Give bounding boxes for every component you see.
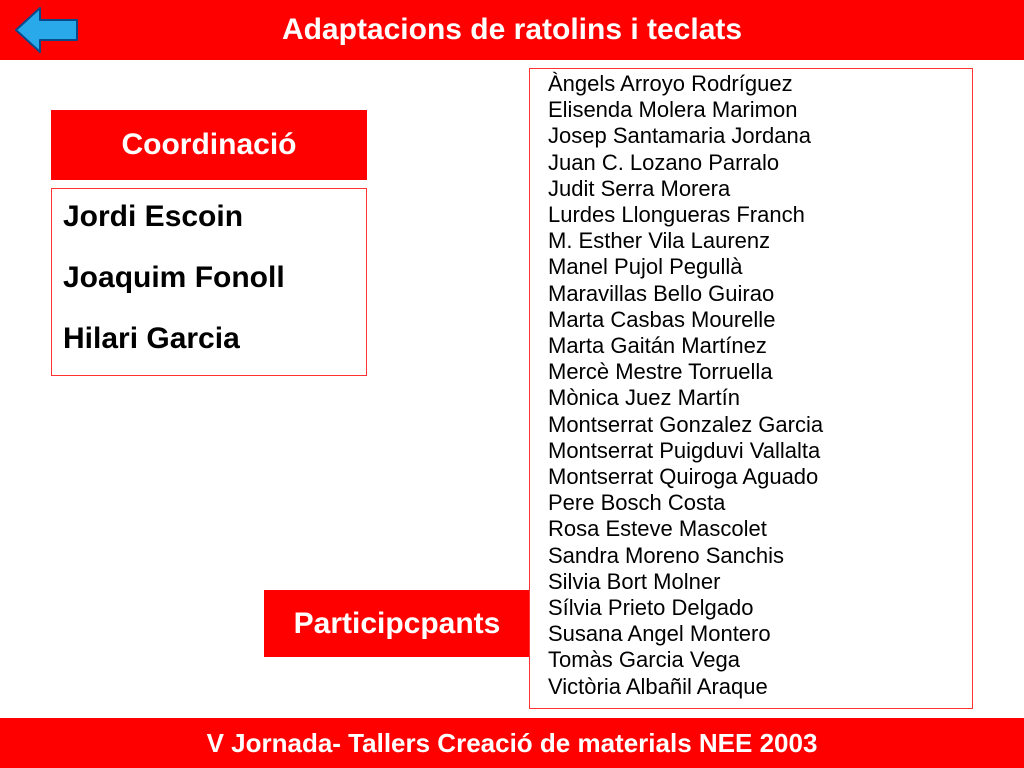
- participant-name: Marta Gaitán Martínez: [548, 333, 767, 359]
- participant-name: Susana Angel Montero: [548, 621, 771, 647]
- participant-name: Sílvia Prieto Delgado: [548, 595, 754, 621]
- coordinator-name: Hilari Garcia: [63, 322, 240, 355]
- coordination-label: Coordinació: [51, 110, 367, 180]
- participant-name: Mercè Mestre Torruella: [548, 359, 773, 385]
- participants-label: Participcpants: [264, 590, 530, 657]
- participant-name: Àngels Arroyo Rodríguez: [548, 71, 793, 96]
- participants-list: [530, 69, 972, 700]
- coordination-list-box: [51, 188, 367, 376]
- header-bar: [0, 0, 1024, 60]
- participant-name: Juan C. Lozano Parralo: [548, 149, 780, 175]
- footer-bar: V Jornada- Tallers Creació de materials NEE 2003: [0, 718, 1024, 768]
- participant-name: Manel Pujol Pegullà: [548, 254, 743, 280]
- participant-name: Sandra Moreno Sanchis: [548, 542, 785, 568]
- participant-name: Mònica Juez Martín: [548, 385, 740, 411]
- page-title: Adaptacions de ratolins i teclats: [281, 13, 743, 46]
- participant-name: Pere Bosch Costa: [548, 490, 726, 516]
- participant-name: Josep Santamaria Jordana: [548, 123, 811, 149]
- coordinator-name: Jordi Escoin: [63, 200, 244, 233]
- participant-name: Montserrat Quiroga Aguado: [548, 464, 819, 490]
- participant-name: Victòria Albañil Araque: [548, 673, 768, 699]
- participant-name: Maravillas Bello Guirao: [548, 280, 775, 306]
- participant-name: Tomàs Garcia Vega: [548, 647, 740, 673]
- participant-name: M. Esther Vila Laurenz: [548, 228, 771, 254]
- left-arrow-icon[interactable]: [14, 6, 80, 54]
- participant-name: Marta Casbas Mourelle: [548, 306, 776, 332]
- back-button[interactable]: [14, 6, 80, 54]
- coordination-list: [52, 189, 366, 382]
- participant-name: Montserrat Puigduvi Vallalta: [548, 437, 821, 463]
- participant-name: Silvia Bort Molner: [548, 568, 721, 594]
- participant-name: Montserrat Gonzalez Garcia: [548, 411, 824, 437]
- participant-name: Judit Serra Morera: [548, 175, 731, 201]
- participant-name: Rosa Esteve Mascolet: [548, 516, 767, 542]
- participant-name: Lurdes Llongueras Franch: [548, 202, 805, 228]
- coordinator-name: Joaquim Fonoll: [63, 261, 285, 294]
- participants-list-box: [529, 68, 973, 709]
- participant-name: Elisenda Molera Marimon: [548, 97, 798, 123]
